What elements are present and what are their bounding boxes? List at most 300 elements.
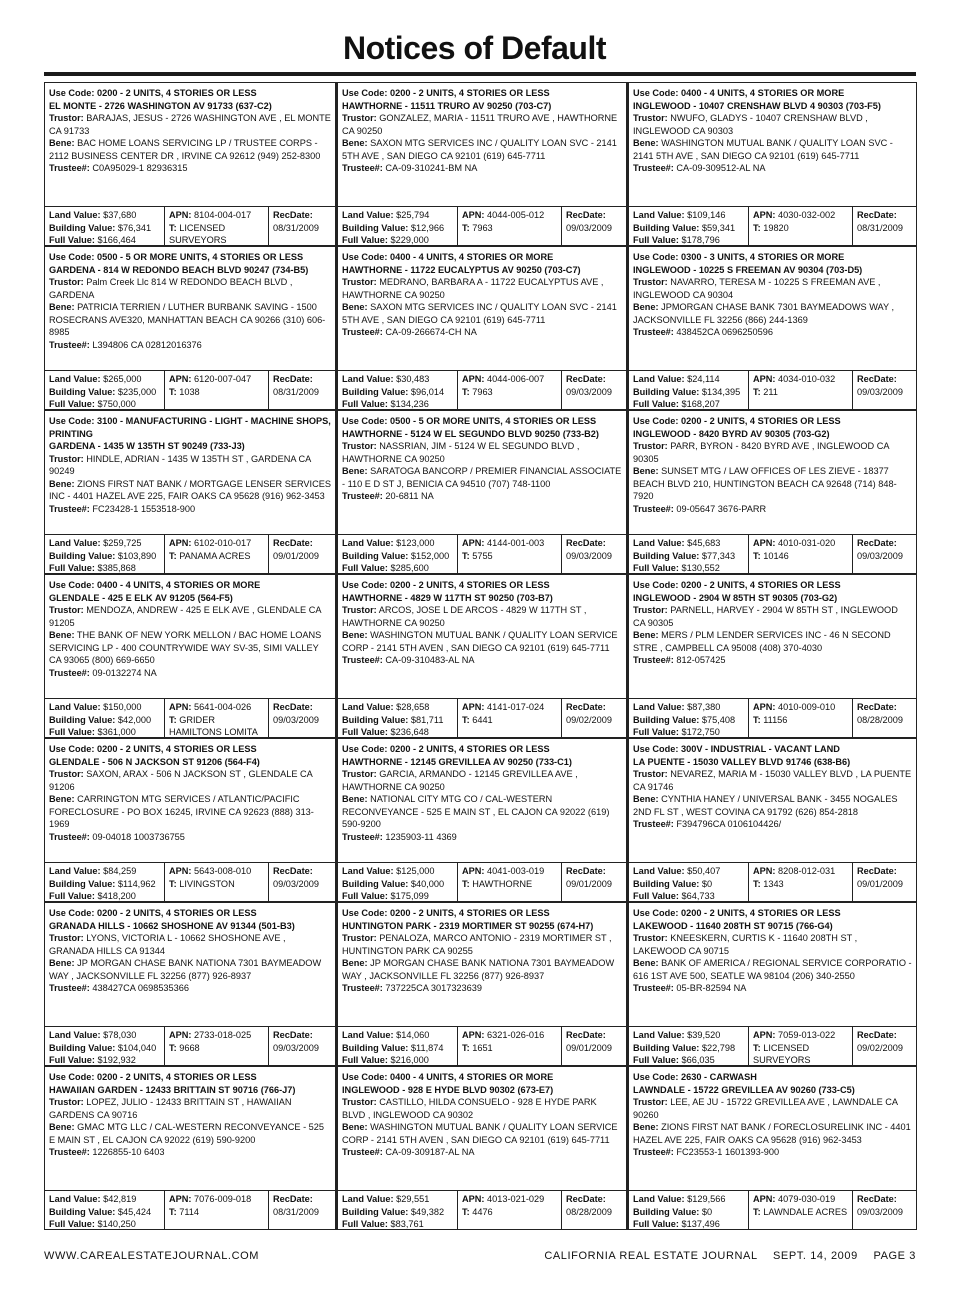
beneficiary: SAXON MTG SERVICES INC / QUALITY LOAN SVC - 2141 5TH AVE , SAN DIEGO CA 92101 (619) 645-7711 [342, 302, 617, 325]
valuation-row [45, 698, 335, 737]
valuation-column [45, 535, 165, 573]
notice-header [49, 1071, 331, 1096]
bene-line [633, 466, 897, 501]
trustee-number-label: Trustee#: [49, 667, 90, 678]
beneficiary: BANK OF AMERICA / REGIONAL SERVICE CORPORATIO - 616 1ST AVE 500, SEATLE WA 98104 (206) 340-2550 [633, 958, 912, 981]
notice-body [49, 1071, 331, 1159]
trustor: BARAJAS, JESUS - 2726 WASHINGTON AVE , EL MONTE CA 91733 [49, 113, 331, 136]
bene-line [49, 630, 321, 665]
recdate-column [562, 535, 626, 573]
beneficiary-label: Bene: [49, 302, 75, 312]
land-value: $109,146 [687, 210, 726, 220]
use-code-line [49, 416, 331, 439]
full-value: $130,552 [681, 563, 720, 573]
footer-website[interactable]: WWW.CAREALESTATEJOURNAL.COM [44, 1250, 260, 1262]
notice-card [44, 738, 335, 902]
full-value-label: Full Value: [49, 399, 95, 409]
bene-line [342, 302, 617, 325]
trustor-line [49, 605, 321, 628]
tract: 19820 [763, 222, 789, 233]
bene-line [633, 958, 912, 981]
trustor: HINDLE, ADRIAN - 1435 W 135TH ST , GARDENA CA 90249 [49, 453, 311, 476]
valuation-column [629, 1191, 749, 1229]
property-location: HAWTHORNE - 11511 TRURO AV 90250 (703-C7) [342, 100, 552, 111]
notice-header [633, 87, 912, 112]
notice-row [44, 574, 918, 738]
tract-label: T: [462, 878, 470, 889]
land-value: $84,259 [103, 866, 137, 876]
beneficiary-label: Bene: [49, 1122, 75, 1132]
apn-column [749, 863, 853, 901]
building-value-label: Building Value: [633, 222, 700, 233]
recdate-label: RecDate: [857, 538, 897, 548]
valuation-row [338, 206, 626, 245]
recdate-column [562, 207, 626, 245]
recdate: 09/03/2009 [273, 714, 319, 725]
use-code-label: Use Code: [633, 908, 679, 918]
apn-number-label: APN: [169, 538, 192, 548]
land-value: $129,566 [687, 1194, 726, 1204]
trustee-line [49, 163, 187, 173]
recdate-column [269, 1027, 335, 1065]
beneficiary-label: Bene: [342, 794, 368, 804]
land-value-label: Land Value: [633, 866, 685, 876]
trustee-line [49, 983, 189, 993]
building-value: $134,395 [701, 386, 741, 397]
property-location: GLENDALE - 506 N JACKSON ST 91206 (564-F4) [49, 756, 260, 767]
notice-card [626, 82, 917, 246]
footer-publication: CALIFORNIA REAL ESTATE JOURNAL [544, 1250, 758, 1262]
trustee-number-label: Trustee#: [633, 327, 674, 337]
apn-number: 4144-001-003 [487, 538, 545, 548]
tract: HAWTHORNE [472, 878, 533, 889]
recdate-column [269, 699, 335, 737]
notice-body [49, 251, 331, 351]
notice-card [44, 1066, 335, 1230]
trustee-line [49, 1147, 164, 1157]
trustor-line [633, 933, 857, 956]
land-value: $259,725 [103, 538, 142, 548]
recdate-label: RecDate: [857, 866, 897, 876]
trustor-line [49, 454, 311, 477]
apn-column [749, 207, 853, 245]
bene-line [342, 138, 617, 161]
tract-label: T: [462, 1206, 470, 1217]
building-value: $22,798 [701, 1042, 736, 1053]
recdate-column [853, 699, 916, 737]
use-code-label: Use Code: [633, 580, 679, 590]
beneficiary: WASHINGTON MUTUAL BANK / QUALITY LOAN SERVICE CORP - 2141 5TH AVEN , SAN DIEGO CA 92101 (619) 645-7711 [342, 630, 618, 653]
trustor: MEDRANO, BARBARA A - 11722 EUCALYPTUS AVE , HAWTHORNE CA 90250 [342, 277, 604, 300]
use-code: 0400 - 4 UNITS, 4 STORIES OR MORE [681, 88, 845, 98]
notice-body [633, 251, 912, 339]
apn-number-label: APN: [753, 538, 776, 548]
recdate: 08/31/2009 [857, 222, 903, 233]
apn-column [749, 371, 853, 409]
recdate: 09/03/2009 [566, 550, 612, 561]
apn-number: 5641-004-026 [194, 702, 252, 712]
building-value-label: Building Value: [49, 714, 116, 725]
trustee-number-label: Trustee#: [633, 983, 674, 993]
apn-number-label: APN: [462, 1030, 485, 1040]
trustor: PENALOZA, MARCO ANTONIO - 2319 MORTIMER ST , HUNTINGTON PARK CA 90255 [342, 933, 612, 956]
notice-header [633, 251, 912, 276]
land-value-label: Land Value: [342, 702, 394, 712]
building-value: $40,000 [410, 878, 445, 889]
trustee-number-label: Trustee#: [342, 655, 383, 665]
building-value: $45,424 [117, 1206, 152, 1217]
trustee-number: 737225CA 3017323639 [385, 983, 482, 993]
land-value-label: Land Value: [342, 210, 394, 220]
building-value: $235,000 [117, 386, 157, 397]
tract-label: T: [753, 1206, 761, 1217]
trustee-line [342, 491, 434, 501]
notice-header [342, 579, 622, 604]
full-value-label: Full Value: [49, 235, 95, 245]
land-value: $78,030 [103, 1030, 137, 1040]
valuation-column [338, 535, 458, 573]
notice-row [44, 82, 918, 246]
use-code: 0200 - 2 UNITS, 4 STORIES OR LESS [97, 744, 257, 754]
tract-label: T: [753, 222, 761, 233]
valuation-row [338, 370, 626, 409]
trustee-line [342, 327, 477, 337]
recdate-column [269, 1191, 335, 1229]
full-value-label: Full Value: [342, 727, 388, 737]
tract: 6441 [472, 714, 493, 725]
use-code-line [342, 580, 550, 590]
land-value: $29,551 [396, 1194, 430, 1204]
recdate-label: RecDate: [857, 374, 897, 384]
use-code-line [633, 744, 840, 754]
recdate-column [562, 1191, 626, 1229]
beneficiary-label: Bene: [633, 630, 659, 640]
notice-body [342, 87, 622, 175]
valuation-column [629, 535, 749, 573]
building-value-label: Building Value: [342, 550, 409, 561]
use-code-line [342, 744, 550, 754]
recdate-label: RecDate: [857, 702, 897, 712]
trustee-number-label: Trustee#: [49, 1147, 90, 1157]
tract: 211 [763, 386, 778, 397]
recdate: 09/03/2009 [566, 222, 612, 233]
apn-column [458, 1027, 562, 1065]
building-value-label: Building Value: [633, 1042, 700, 1053]
full-value: $192,932 [97, 1055, 136, 1065]
land-value-label: Land Value: [342, 538, 394, 548]
notices-grid [44, 82, 918, 1230]
valuation-column [45, 699, 165, 737]
trustor-line [633, 277, 880, 300]
notice-header [49, 579, 331, 604]
land-value: $14,060 [396, 1030, 430, 1040]
trustee-number: 20-6811 NA [385, 491, 434, 501]
trustee-number: CA-09-309512-AL NA [676, 163, 766, 173]
notice-header [342, 251, 622, 276]
notice-body [633, 87, 912, 175]
building-value-label: Building Value: [342, 1206, 409, 1217]
use-code-line [49, 744, 257, 754]
recdate: 09/01/2009 [273, 550, 319, 561]
tract: LICENSED SURVEYORS [753, 1042, 811, 1065]
apn-number-label: APN: [169, 374, 192, 384]
land-value-label: Land Value: [633, 374, 685, 384]
footer-page: PAGE 3 [873, 1250, 916, 1262]
full-value-label: Full Value: [49, 563, 95, 573]
bene-line [49, 138, 320, 161]
use-code: 0300 - 3 UNITS, 4 STORIES OR MORE [681, 252, 845, 262]
property-location: HAWTHORNE - 4829 W 117TH ST 90250 (703-B7) [342, 592, 553, 603]
trustee-number: 05-BR-82594 NA [676, 983, 747, 993]
trustor-label: Trustor: [49, 277, 84, 287]
tract: 1651 [472, 1042, 493, 1053]
recdate-column [562, 863, 626, 901]
notice-card [626, 738, 917, 902]
apn-number: 6120-007-047 [194, 374, 252, 384]
use-code-label: Use Code: [342, 88, 388, 98]
apn-number: 4041-003-019 [487, 866, 545, 876]
trustor: SAXON, ARAX - 506 N JACKSON ST , GLENDALE CA 91206 [49, 769, 313, 792]
full-value-label: Full Value: [633, 891, 679, 901]
use-code-line [633, 252, 844, 262]
bene-line [633, 794, 898, 817]
property-location: GRANADA HILLS - 10662 SHOSHONE AV 91344 (501-B3) [49, 920, 295, 931]
notice-header [342, 1071, 622, 1096]
apn-number: 7059-013-022 [778, 1030, 836, 1040]
recdate-label: RecDate: [857, 210, 897, 220]
trustee-line [49, 340, 202, 350]
tract: GRIDER HAMILTONS LOMITA [169, 714, 258, 737]
trustee-number: 438427CA 0698535366 [92, 983, 189, 993]
trustor-line [49, 1097, 292, 1120]
use-code: 0200 - 2 UNITS, 4 STORIES OR LESS [390, 88, 550, 98]
beneficiary: SARATOGA BANCORP / PREMIER FINANCIAL ASSOCIATE - 110 E D ST J, BENICIA CA 94510 (707) 748-1100 [342, 466, 622, 489]
full-value-label: Full Value: [342, 1219, 388, 1229]
apn-column [749, 699, 853, 737]
recdate-column [853, 371, 916, 409]
trustor-line [633, 605, 898, 628]
trustor-line [633, 1097, 898, 1120]
trustee-line [49, 668, 157, 678]
land-value-label: Land Value: [49, 538, 101, 548]
page-footer [44, 1250, 916, 1264]
trustor-line [633, 769, 911, 792]
beneficiary-label: Bene: [49, 958, 75, 968]
valuation-column [629, 699, 749, 737]
land-value-label: Land Value: [49, 866, 101, 876]
use-code-label: Use Code: [342, 252, 388, 262]
land-value-label: Land Value: [633, 1030, 685, 1040]
recdate-column [269, 863, 335, 901]
trustee-number: FC23428-1 1553518-900 [92, 503, 196, 514]
notice-card [626, 1066, 917, 1230]
valuation-row [45, 862, 335, 901]
notice-body [342, 743, 622, 843]
trustor-label: Trustor: [633, 113, 668, 123]
apn-number: 6321-026-016 [487, 1030, 545, 1040]
notice-body [633, 1071, 912, 1159]
tract: 7963 [472, 386, 493, 397]
building-value-label: Building Value: [49, 386, 116, 397]
apn-number-label: APN: [169, 210, 192, 220]
notice-card [335, 1066, 626, 1230]
beneficiary-label: Bene: [633, 138, 659, 148]
bene-line [342, 794, 609, 829]
use-code-label: Use Code: [49, 1072, 95, 1082]
bene-line [342, 958, 614, 981]
land-value: $125,000 [396, 866, 435, 876]
full-value: $178,796 [681, 235, 720, 245]
land-value: $39,520 [687, 1030, 721, 1040]
recdate-column [853, 1027, 916, 1065]
trustee-line [633, 163, 765, 173]
trustee-line [633, 983, 746, 993]
recdate-label: RecDate: [273, 374, 313, 384]
trustor-label: Trustor: [342, 933, 377, 943]
trustor: MENDOZA, ANDREW - 425 E ELK AVE , GLENDALE CA 91205 [49, 605, 321, 628]
valuation-row [338, 862, 626, 901]
notice-row [44, 738, 918, 902]
apn-number-label: APN: [169, 1030, 192, 1040]
beneficiary-label: Bene: [633, 1122, 659, 1132]
building-value-label: Building Value: [49, 550, 116, 561]
full-value: $134,236 [390, 399, 429, 409]
tract-label: T: [169, 714, 177, 725]
trustee-line [342, 655, 474, 665]
valuation-column [629, 1027, 749, 1065]
recdate-column [269, 371, 335, 409]
land-value-label: Land Value: [342, 1194, 394, 1204]
beneficiary: JP MORGAN CHASE BANK NATIONA 7301 BAYMEADOW WAY , JACKSONVILLE FL 32256 (877) 926-8937 [49, 958, 322, 981]
use-code-line [49, 580, 260, 590]
recdate-label: RecDate: [857, 1194, 897, 1204]
apn-number: 6102-010-017 [194, 538, 252, 548]
tract: LICENSED SURVEYORS [169, 222, 227, 245]
full-value: $229,000 [390, 235, 429, 245]
apn-column [165, 207, 269, 245]
apn-column [165, 699, 269, 737]
trustee-line [342, 163, 477, 173]
trustor: NAVARRO, TERESA M - 10225 S FREEMAN AVE , INGLEWOOD CA 90304 [633, 277, 881, 300]
trustee-number-label: Trustee#: [342, 491, 383, 501]
notice-row [44, 410, 918, 574]
notice-body [342, 1071, 622, 1159]
apn-column [165, 535, 269, 573]
beneficiary: WASHINGTON MUTUAL BANK / QUALITY LOAN SERVICE CORP - 2141 5TH AVEN , SAN DIEGO CA 92101 (619) 645-7711 [342, 1122, 618, 1145]
trustor-line [49, 113, 331, 136]
full-value: $236,648 [390, 727, 429, 737]
trustee-number: 812-057425 [676, 655, 726, 665]
apn-number: 4141-017-024 [487, 702, 545, 712]
trustee-number: CA-09-266674-CH NA [385, 327, 477, 337]
valuation-column [45, 863, 165, 901]
building-value: $11,874 [410, 1042, 444, 1053]
trustor: NEVAREZ, MARIA M - 15030 VALLEY BLVD , LA PUENTE CA 91746 [633, 769, 912, 792]
valuation-row [338, 1026, 626, 1065]
trustee-number-label: Trustee#: [342, 163, 383, 173]
beneficiary: WASHINGTON MUTUAL BANK / QUALITY LOAN SVC - 2141 5TH AVE , SAN DIEGO CA 92101 (619) 645-7711 [633, 138, 893, 161]
tract-label: T: [169, 878, 177, 889]
recdate: 09/03/2009 [857, 386, 903, 397]
land-value-label: Land Value: [49, 210, 101, 220]
apn-column [458, 699, 562, 737]
apn-number: 2733-018-025 [194, 1030, 252, 1040]
notice-card [335, 574, 626, 738]
full-value: $285,600 [390, 563, 429, 573]
recdate-column [853, 1191, 916, 1229]
full-value-label: Full Value: [342, 891, 388, 901]
building-value: $76,341 [117, 222, 152, 233]
notice-body [633, 415, 912, 515]
beneficiary: CARRINGTON MTG SERVICES / ATLANTIC/PACIFIC FORECLOSURE - PO BOX 16245, IRVINE CA 92623 (888) 313-1969 [49, 794, 314, 829]
tract: 5755 [472, 550, 493, 561]
trustee-number-label: Trustee#: [49, 163, 90, 173]
recdate: 08/28/2009 [566, 1206, 612, 1217]
trustor-label: Trustor: [342, 277, 377, 287]
apn-column [165, 1027, 269, 1065]
beneficiary: CYNTHIA HANEY / UNIVERSAL BANK - 3455 NOGALES 2ND FL ST , WEST COVINA CA 91792 (626) 854-2818 [633, 794, 898, 817]
use-code: 0500 - 5 OR MORE UNITS, 4 STORIES OR LESS [390, 416, 597, 426]
recdate: 08/31/2009 [273, 386, 319, 397]
use-code-label: Use Code: [342, 580, 388, 590]
apn-column [458, 1191, 562, 1229]
valuation-column [338, 1027, 458, 1065]
tract-label: T: [753, 714, 761, 725]
trustee-line [633, 1147, 779, 1157]
tract: LAWNDALE ACRES [763, 1206, 848, 1217]
bene-line [49, 1122, 324, 1145]
notice-body [633, 907, 912, 995]
trustee-number: 09-0132274 NA [92, 667, 157, 678]
notice-header [342, 743, 622, 768]
tract: LIVINGSTON [179, 878, 235, 889]
building-value: $104,040 [117, 1042, 157, 1053]
trustee-line [633, 819, 781, 829]
tract-label: T: [169, 1206, 177, 1217]
trustee-number: 1235903-11 4369 [385, 831, 457, 842]
notice-card [335, 82, 626, 246]
recdate-label: RecDate: [566, 1194, 606, 1204]
trustor: GONZALEZ, MARIA - 11511 TRURO AVE , HAWTHORNE CA 90250 [342, 113, 618, 136]
tract-label: T: [753, 386, 761, 397]
tract-label: T: [169, 1042, 177, 1053]
trustee-line [633, 655, 725, 665]
trustor-label: Trustor: [342, 113, 377, 123]
notice-card [626, 410, 917, 574]
trustor: GARCIA, ARMANDO - 12145 GREVILLEA AVE , HAWTHORNE CA 90250 [342, 769, 578, 792]
trustee-number-label: Trustee#: [633, 163, 674, 173]
building-value-label: Building Value: [342, 1042, 409, 1053]
valuation-row [629, 534, 916, 573]
full-value-label: Full Value: [49, 727, 95, 737]
valuation-row [629, 206, 916, 245]
trustee-number-label: Trustee#: [49, 503, 90, 514]
tract-label: T: [753, 1042, 761, 1053]
recdate-column [562, 1027, 626, 1065]
beneficiary: THE BANK OF NEW YORK MELLON / BAC HOME LOANS SERVICING LP - 400 COUNTRYWIDE WAY SV-35, SIMI VALLEY CA 93065 (800) 669-6650 [49, 630, 322, 665]
trustee-number: CA-09-309187-AL NA [385, 1147, 475, 1157]
trustor-label: Trustor: [633, 441, 668, 451]
full-value: $385,868 [97, 563, 136, 573]
bene-line [342, 1122, 618, 1145]
notice-header [342, 87, 622, 112]
trustee-number: CA-09-310241-BM NA [385, 163, 478, 173]
land-value-label: Land Value: [49, 374, 101, 384]
recdate: 09/03/2009 [273, 1042, 319, 1053]
land-value: $24,114 [687, 374, 720, 384]
full-value: $166,464 [97, 235, 136, 245]
building-value: $96,014 [410, 386, 445, 397]
